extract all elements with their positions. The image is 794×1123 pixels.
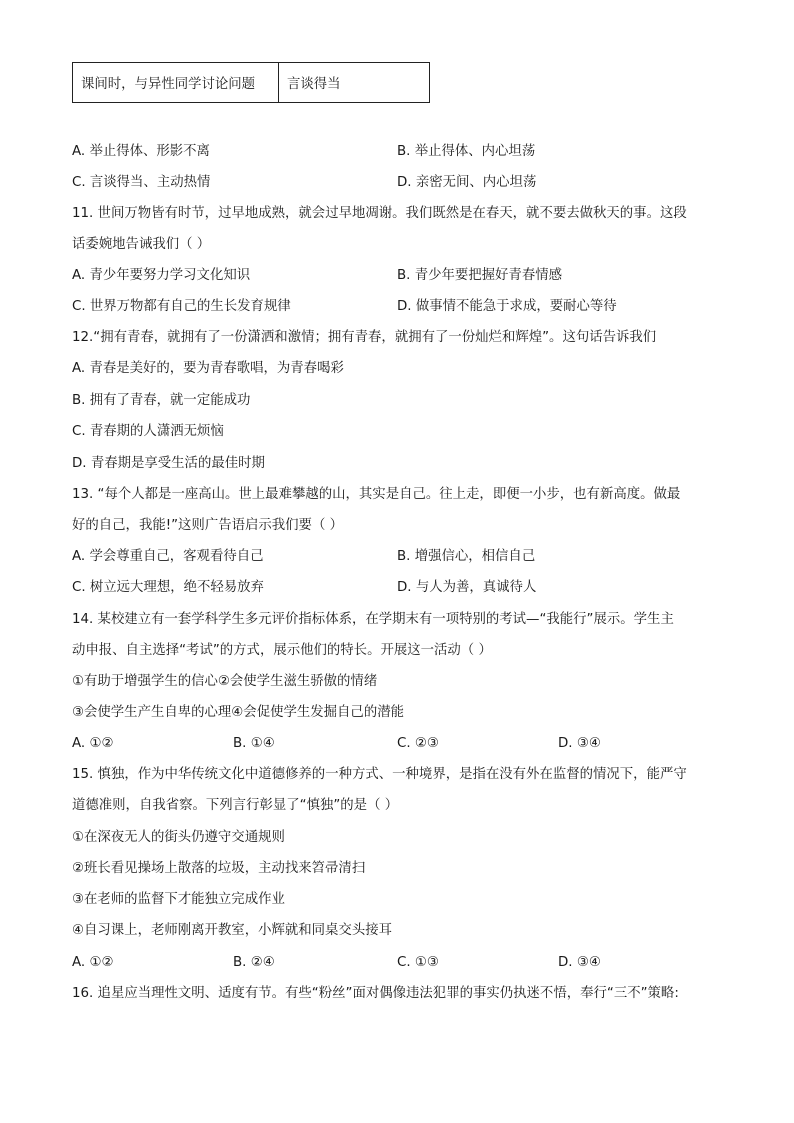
q13-stem-line2: 好的自己，我能!”这则广告语启示我们要（ ） xyxy=(72,518,343,533)
q13-option-a: A. 学会尊重自己，客观看待自己 xyxy=(72,549,264,564)
q14-stem-line1: 14. 某校建立有一套学科学生多元评价指标体系，在学期末有一项特别的考试—“我能行”展示。学生主 xyxy=(72,612,674,627)
q15-stem-line1: 15. 慎独，作为中华传统文化中道德修养的一种方式、一种境界，是指在没有外在监督的情况下，能严守 xyxy=(72,767,687,782)
q12-option-a: A. 青春是美好的，要为青春歌唱，为青春喝彩 xyxy=(72,361,344,376)
q15-option-d: D. ③④ xyxy=(558,955,601,970)
q11-option-b: B. 青少年要把握好青春情感 xyxy=(397,268,562,283)
q14-items-line2: ③会使学生产生自卑的心理④会促使学生发掘自己的潜能 xyxy=(72,705,404,720)
table-cell-left: 课间时，与异性同学讨论问题 xyxy=(73,63,279,102)
q15-item-3: ③在老师的监督下才能独立完成作业 xyxy=(72,892,285,907)
q13-option-d: D. 与人为善，真诚待人 xyxy=(397,580,537,595)
q14-option-d: D. ③④ xyxy=(558,736,601,751)
q11-option-c: C. 世界万物都有自己的生长发育规律 xyxy=(72,299,291,314)
q10-option-a: A. 举止得体、形影不离 xyxy=(72,144,210,159)
q11-option-a: A. 青少年要努力学习文化知识 xyxy=(72,268,251,283)
q14-option-c: C. ②③ xyxy=(397,736,439,751)
q11-option-d: D. 做事情不能急于求成，要耐心等待 xyxy=(397,299,617,314)
q10-option-b: B. 举止得体、内心坦荡 xyxy=(397,144,536,159)
q12-option-d: D. 青春期是享受生活的最佳时期 xyxy=(72,456,265,471)
q16-stem-line1: 16. 追星应当理性文明、适度有节。有些“粉丝”面对偶像违法犯罪的事实仍执迷不悟，奉行“三不”策略: xyxy=(72,986,679,1001)
q10-option-d: D. 亲密无间、内心坦荡 xyxy=(397,175,537,190)
table-cell-right: 言谈得当 xyxy=(287,77,341,92)
q15-option-b: B. ②④ xyxy=(233,955,275,970)
q14-items-line1: ①有助于增强学生的信心②会使学生滋生骄傲的情绪 xyxy=(72,674,378,689)
q13-option-c: C. 树立远大理想，绝不轻易放弃 xyxy=(72,580,264,595)
q15-option-c: C. ①③ xyxy=(397,955,439,970)
q11-stem-line1: 11. 世间万物皆有时节，过早地成熟，就会过早地凋谢。我们既然是在春天，就不要去做秋天的事。这段 xyxy=(72,206,687,221)
q15-item-2: ②班长看见操场上散落的垃圾，主动找来笤帚清扫 xyxy=(72,861,366,876)
q14-option-b: B. ①④ xyxy=(233,736,275,751)
q14-stem-line2: 动申报、自主选择“考试”的方式，展示他们的特长。开展这一活动（ ） xyxy=(72,643,492,658)
q15-item-4: ④自习课上，老师刚离开教室，小辉就和同桌交头接耳 xyxy=(72,923,392,938)
q10-option-c: C. 言谈得当、主动热情 xyxy=(72,175,211,190)
q12-option-b: B. 拥有了青春，就一定能成功 xyxy=(72,393,251,408)
q12-option-c: C. 青春期的人潇洒无烦恼 xyxy=(72,424,224,439)
q15-stem-line2: 道德准则，自我省察。下列言行彰显了“慎独”的是（ ） xyxy=(72,798,399,813)
q12-stem: 12.“拥有青春，就拥有了一份潇洒和激情；拥有青春，就拥有了一份灿烂和辉煌”。这句话告诉我们 xyxy=(72,330,657,345)
answer-table xyxy=(72,62,430,103)
q13-stem-line1: 13. “每个人都是一座高山。世上最难攀越的山，其实是自己。往上走，即便一小步，也有新高度。做最 xyxy=(72,487,681,502)
q13-option-b: B. 增强信心，相信自己 xyxy=(397,549,536,564)
q15-item-1: ①在深夜无人的街头仍遵守交通规则 xyxy=(72,830,285,845)
q15-option-a: A. ①② xyxy=(72,955,114,970)
q11-stem-line2: 话委婉地告诫我们（ ） xyxy=(72,237,211,252)
q14-option-a: A. ①② xyxy=(72,736,114,751)
